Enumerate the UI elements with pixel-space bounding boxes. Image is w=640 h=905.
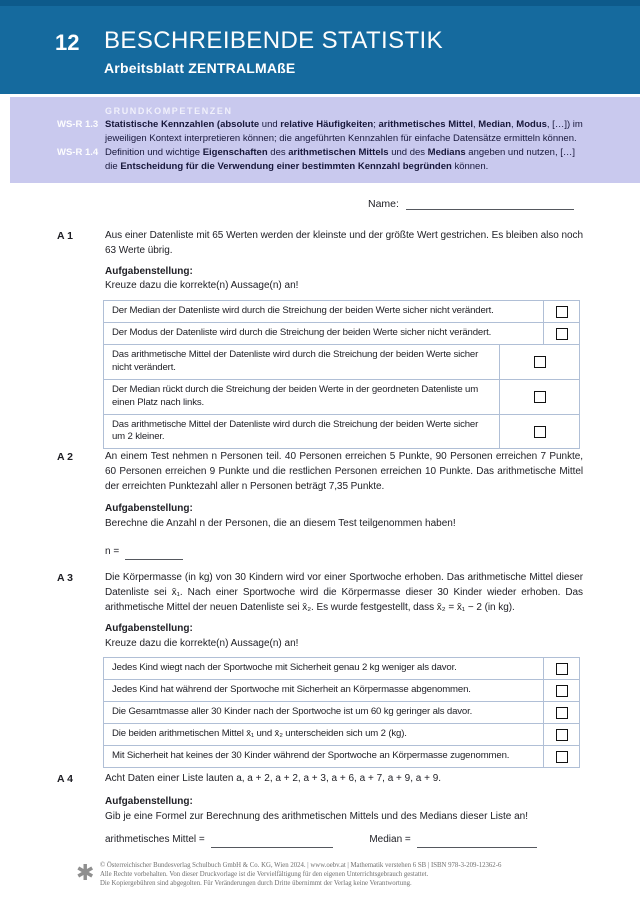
instruction-label: Aufgabenstellung: [105, 795, 193, 807]
task-a4 [57, 772, 583, 848]
table-row [104, 702, 579, 724]
statement-text: Der Median rückt durch die Streichung der beiden Werte in der geordneten Datenliste um einen Platz nach links. [112, 384, 479, 408]
instruction-label: Aufgabenstellung: [105, 265, 193, 277]
competency-text: Definition und wichtige Eigenschaften des arithmetischen Mittels und des Medians angeben und nutzen, […] die Entscheidung für die Verwendung einer bestimmten Kennzahl begründen können. [105, 147, 576, 172]
checkbox-cell [543, 658, 579, 679]
instruction-text: Berechne die Anzahl n der Personen, die an diesem Test teilgenommen haben! [105, 518, 456, 530]
checkbox-cell [543, 746, 579, 767]
statement-text: Die Gesamtmasse aller 30 Kinder nach der Sportwoche ist um 60 kg geringer als davor. [112, 706, 473, 718]
statement-text: Jedes Kind hat während der Sportwoche mit Sicherheit an Körpermasse abgenommen. [112, 684, 471, 696]
table-row [104, 658, 579, 680]
competency-text: Statistische Kennzahlen (absolute und relative Häufigkeiten; arithmetisches Mittel, Median, Modus, […]) im jeweiligen Kontext interpretieren können; die angeführten Kennzahlen für einfache Datensätze ermitteln können. [105, 119, 583, 144]
competency-item [10, 146, 587, 173]
answer-row [105, 833, 583, 848]
imprint-line: © Österreichischer Bundesverlag Schulbuch GmbH & Co. KG, Wien 2024. | www.oebv.at | Mathematik verstehen 6 SB | ISBN 978-3-209-12362-6 [100, 862, 502, 869]
answer-label: Median = [369, 834, 411, 846]
answer-checkbox[interactable] [534, 391, 546, 403]
table-row [104, 380, 579, 415]
competency-code: WS-R 1.3 [57, 119, 99, 130]
answer-field-mean [105, 834, 333, 845]
task-a3 [57, 571, 583, 768]
checkbox-cell [543, 323, 579, 344]
table-row [104, 724, 579, 746]
table-row [104, 301, 579, 323]
task-number: A 3 [57, 572, 73, 584]
table-row [104, 323, 579, 345]
task-number: A 1 [57, 230, 73, 242]
imprint-text [100, 861, 580, 889]
competency-item [10, 118, 587, 145]
competency-code: WS-R 1.4 [57, 147, 99, 158]
instruction-label: Aufgabenstellung: [105, 503, 193, 515]
table-row [104, 415, 579, 449]
task-text: An einem Test nehmen n Personen teil. 40 Personen erreichen 5 Punkte, 90 Personen erreichen 7 Punkte, 60 Personen erreichen 9 Punkte und die restlichen Personen erreichen 10 Punkte. Das arithmetische Mittel der erreichten Punktezahl aller n Personen beträgt 7,35 Punkte. [105, 451, 583, 492]
name-input-line[interactable] [406, 198, 574, 210]
task-text: Die Körpermasse (in kg) von 30 Kindern wird vor einer Sportwoche erhoben. Das arithmetische Mittel dieser Datenliste sei x̄₁. Nach einer Sportwoche wird die Körpermasse dieser 30 Kinder wieder erhoben. Das arithmetische Mittel der neuen Datenliste sei x̄₂. Es wurde festgestellt, dass x̄₂ = x̄₁ − 2 (in kg). [105, 572, 583, 613]
answer-checkbox[interactable] [556, 328, 568, 340]
instruction-text: Kreuze dazu die korrekte(n) Aussage(n) an! [105, 638, 299, 650]
task-text: Acht Daten einer Liste lauten a, a + 2, a + 2, a + 3, a + 6, a + 7, a + 9, a + 9. [105, 773, 442, 784]
checkbox-cell [543, 702, 579, 723]
checkbox-cell [499, 380, 579, 414]
statement-text: Der Modus der Datenliste wird durch die Streichung der beiden Werte sicher nicht verändert. [112, 327, 492, 339]
answer-checkbox[interactable] [534, 356, 546, 368]
answer-label: arithmetisches Mittel = [105, 834, 205, 846]
checkbox-cell [543, 680, 579, 701]
answer-line-median[interactable] [417, 836, 537, 848]
competency-box [10, 97, 640, 183]
worksheet-subtitle: Arbeitsblatt ZENTRALMAßE [104, 60, 296, 76]
answer-checkbox[interactable] [556, 729, 568, 741]
instruction-text: Kreuze dazu die korrekte(n) Aussage(n) an! [105, 280, 299, 292]
statement-text: Jedes Kind wiegt nach der Sportwoche mit Sicherheit genau 2 kg weniger als davor. [112, 661, 457, 673]
answer-checkbox[interactable] [556, 306, 568, 318]
statement-text: Das arithmetische Mittel der Datenliste wird durch die Streichung der beiden Werte sicher nicht verändert. [112, 349, 479, 373]
answer-checkbox[interactable] [556, 663, 568, 675]
answer-line-n[interactable] [125, 548, 183, 560]
checkbox-cell [499, 345, 579, 379]
task-number: A 2 [57, 451, 73, 463]
instruction-text: Gib je eine Formel zur Berechnung des arithmetischen Mittels und des Medians dieser Liste an! [105, 810, 528, 822]
table-row [104, 345, 579, 380]
chapter-header [0, 0, 640, 94]
checkbox-cell [543, 301, 579, 322]
table-row [104, 680, 579, 702]
task-text: Aus einer Datenliste mit 65 Werten werden der kleinste und der größte Wert gestrichen. Es bleiben also noch 63 Werte übrig. [105, 230, 583, 256]
chapter-title: BESCHREIBENDE STATISTIK [104, 27, 444, 54]
task-number: A 4 [57, 773, 73, 785]
statement-text: Das arithmetische Mittel der Datenliste wird durch die Streichung der beiden Werte sicher um 2 kleiner. [112, 418, 479, 443]
checkbox-cell [543, 724, 579, 745]
statement-text: Die beiden arithmetischen Mittel x̄₁ und x̄₂ unterscheiden sich um 2 (kg). [112, 728, 407, 740]
answer-checkbox[interactable] [534, 426, 546, 438]
publisher-logo-icon: ✱ [76, 860, 95, 885]
competency-box-title: GRUNDKOMPETENZEN [105, 106, 233, 116]
instruction-label: Aufgabenstellung: [105, 623, 193, 635]
table-row [104, 746, 579, 767]
page-footer [0, 856, 640, 896]
answer-checkbox[interactable] [556, 685, 568, 697]
imprint-line: Alle Rechte vorbehalten. Von dieser Druckvorlage ist die Vervielfältigung für den eigenen Unterrichtsgebrauch gestattet. [100, 871, 429, 879]
task-a1 [57, 229, 583, 449]
answer-checkbox[interactable] [556, 707, 568, 719]
answer-checkbox[interactable] [556, 751, 568, 763]
answer-prefix: n = [105, 545, 120, 557]
imprint-line: Die Kopiergebühren sind abgegolten. Für Veränderungen durch Dritte übernimmt der Verlag keine Verantwortung. [100, 880, 412, 888]
statement-table [103, 300, 580, 449]
answer-field-median [369, 833, 536, 848]
task-a2 [57, 450, 583, 560]
statement-text: Mit Sicherheit hat keines der 30 Kinder während der Sportwoche an Körpermasse zugenommen. [112, 750, 510, 762]
statement-table [103, 657, 580, 768]
answer-row [105, 545, 583, 560]
name-row [368, 198, 574, 210]
chapter-number: 12 [55, 30, 80, 55]
statement-text: Der Median der Datenliste wird durch die Streichung der beiden Werte sicher nicht verändert. [112, 305, 494, 317]
name-label: Name: [368, 198, 399, 210]
checkbox-cell [499, 415, 579, 449]
answer-line-mean[interactable] [211, 836, 333, 848]
